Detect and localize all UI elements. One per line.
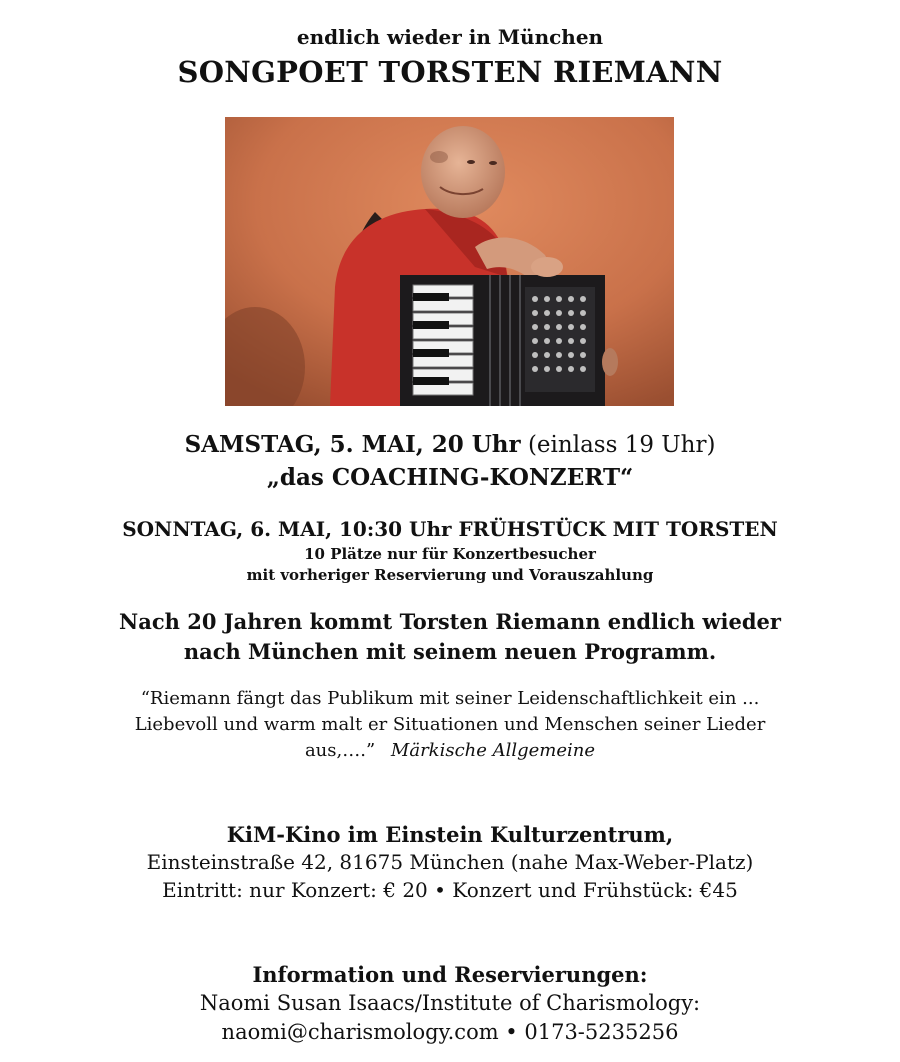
sunday-note-line2: mit vorheriger Reservierung und Vorauszahlung bbox=[246, 566, 654, 584]
venue-name: KiM-Kino im Einstein Kulturzentrum, bbox=[226, 822, 674, 847]
pre-title: endlich wieder in München bbox=[296, 25, 604, 49]
saturday-entry-time: (einlass 19 Uhr) bbox=[527, 432, 716, 458]
sunday-event: SONNTAG, 6. MAI, 10:30 Uhr FRÜHSTÜCK MIT TORSTEN bbox=[122, 517, 778, 541]
info-heading: Information und Reservierungen: bbox=[252, 962, 648, 987]
page-title: SONGPOET TORSTEN RIEMANN bbox=[177, 55, 723, 89]
sunday-note-line1: 10 Plätze nur für Konzertbesucher bbox=[304, 545, 596, 563]
quote-line3-text: aus,….” bbox=[304, 740, 376, 761]
quote-line2: Liebevoll und warm malt er Situationen und Menschen seiner Lieder bbox=[134, 714, 766, 735]
saturday-date-time: SAMSTAG, 5. MAI, 20 Uhr bbox=[184, 431, 521, 458]
headline-line2: nach München mit seinem neuen Programm. bbox=[183, 639, 717, 664]
info-organizer: Naomi Susan Isaacs/Institute of Charismology: bbox=[199, 991, 701, 1015]
saturday-event bbox=[0, 430, 900, 460]
venue-price: Eintritt: nur Konzert: € 20 • Konzert und Frühstück: €45 bbox=[162, 878, 738, 902]
quote-source: Märkische Allgemeine bbox=[390, 740, 596, 761]
quote-line3 bbox=[0, 738, 900, 764]
concert-name: „das COACHING-KONZERT“ bbox=[266, 464, 634, 491]
headline-line1: Nach 20 Jahren kommt Torsten Riemann endlich wieder bbox=[119, 609, 781, 634]
venue-address: Einsteinstraße 42, 81675 München (nahe Max-Weber-Platz) bbox=[146, 850, 754, 874]
accordion-player-photo bbox=[225, 117, 674, 406]
info-contact: naomi@charismology.com • 0173-5235256 bbox=[221, 1020, 679, 1044]
quote-line1: “Riemann fängt das Publikum mit seiner Leidenschaftlichkeit ein ... bbox=[140, 688, 760, 709]
